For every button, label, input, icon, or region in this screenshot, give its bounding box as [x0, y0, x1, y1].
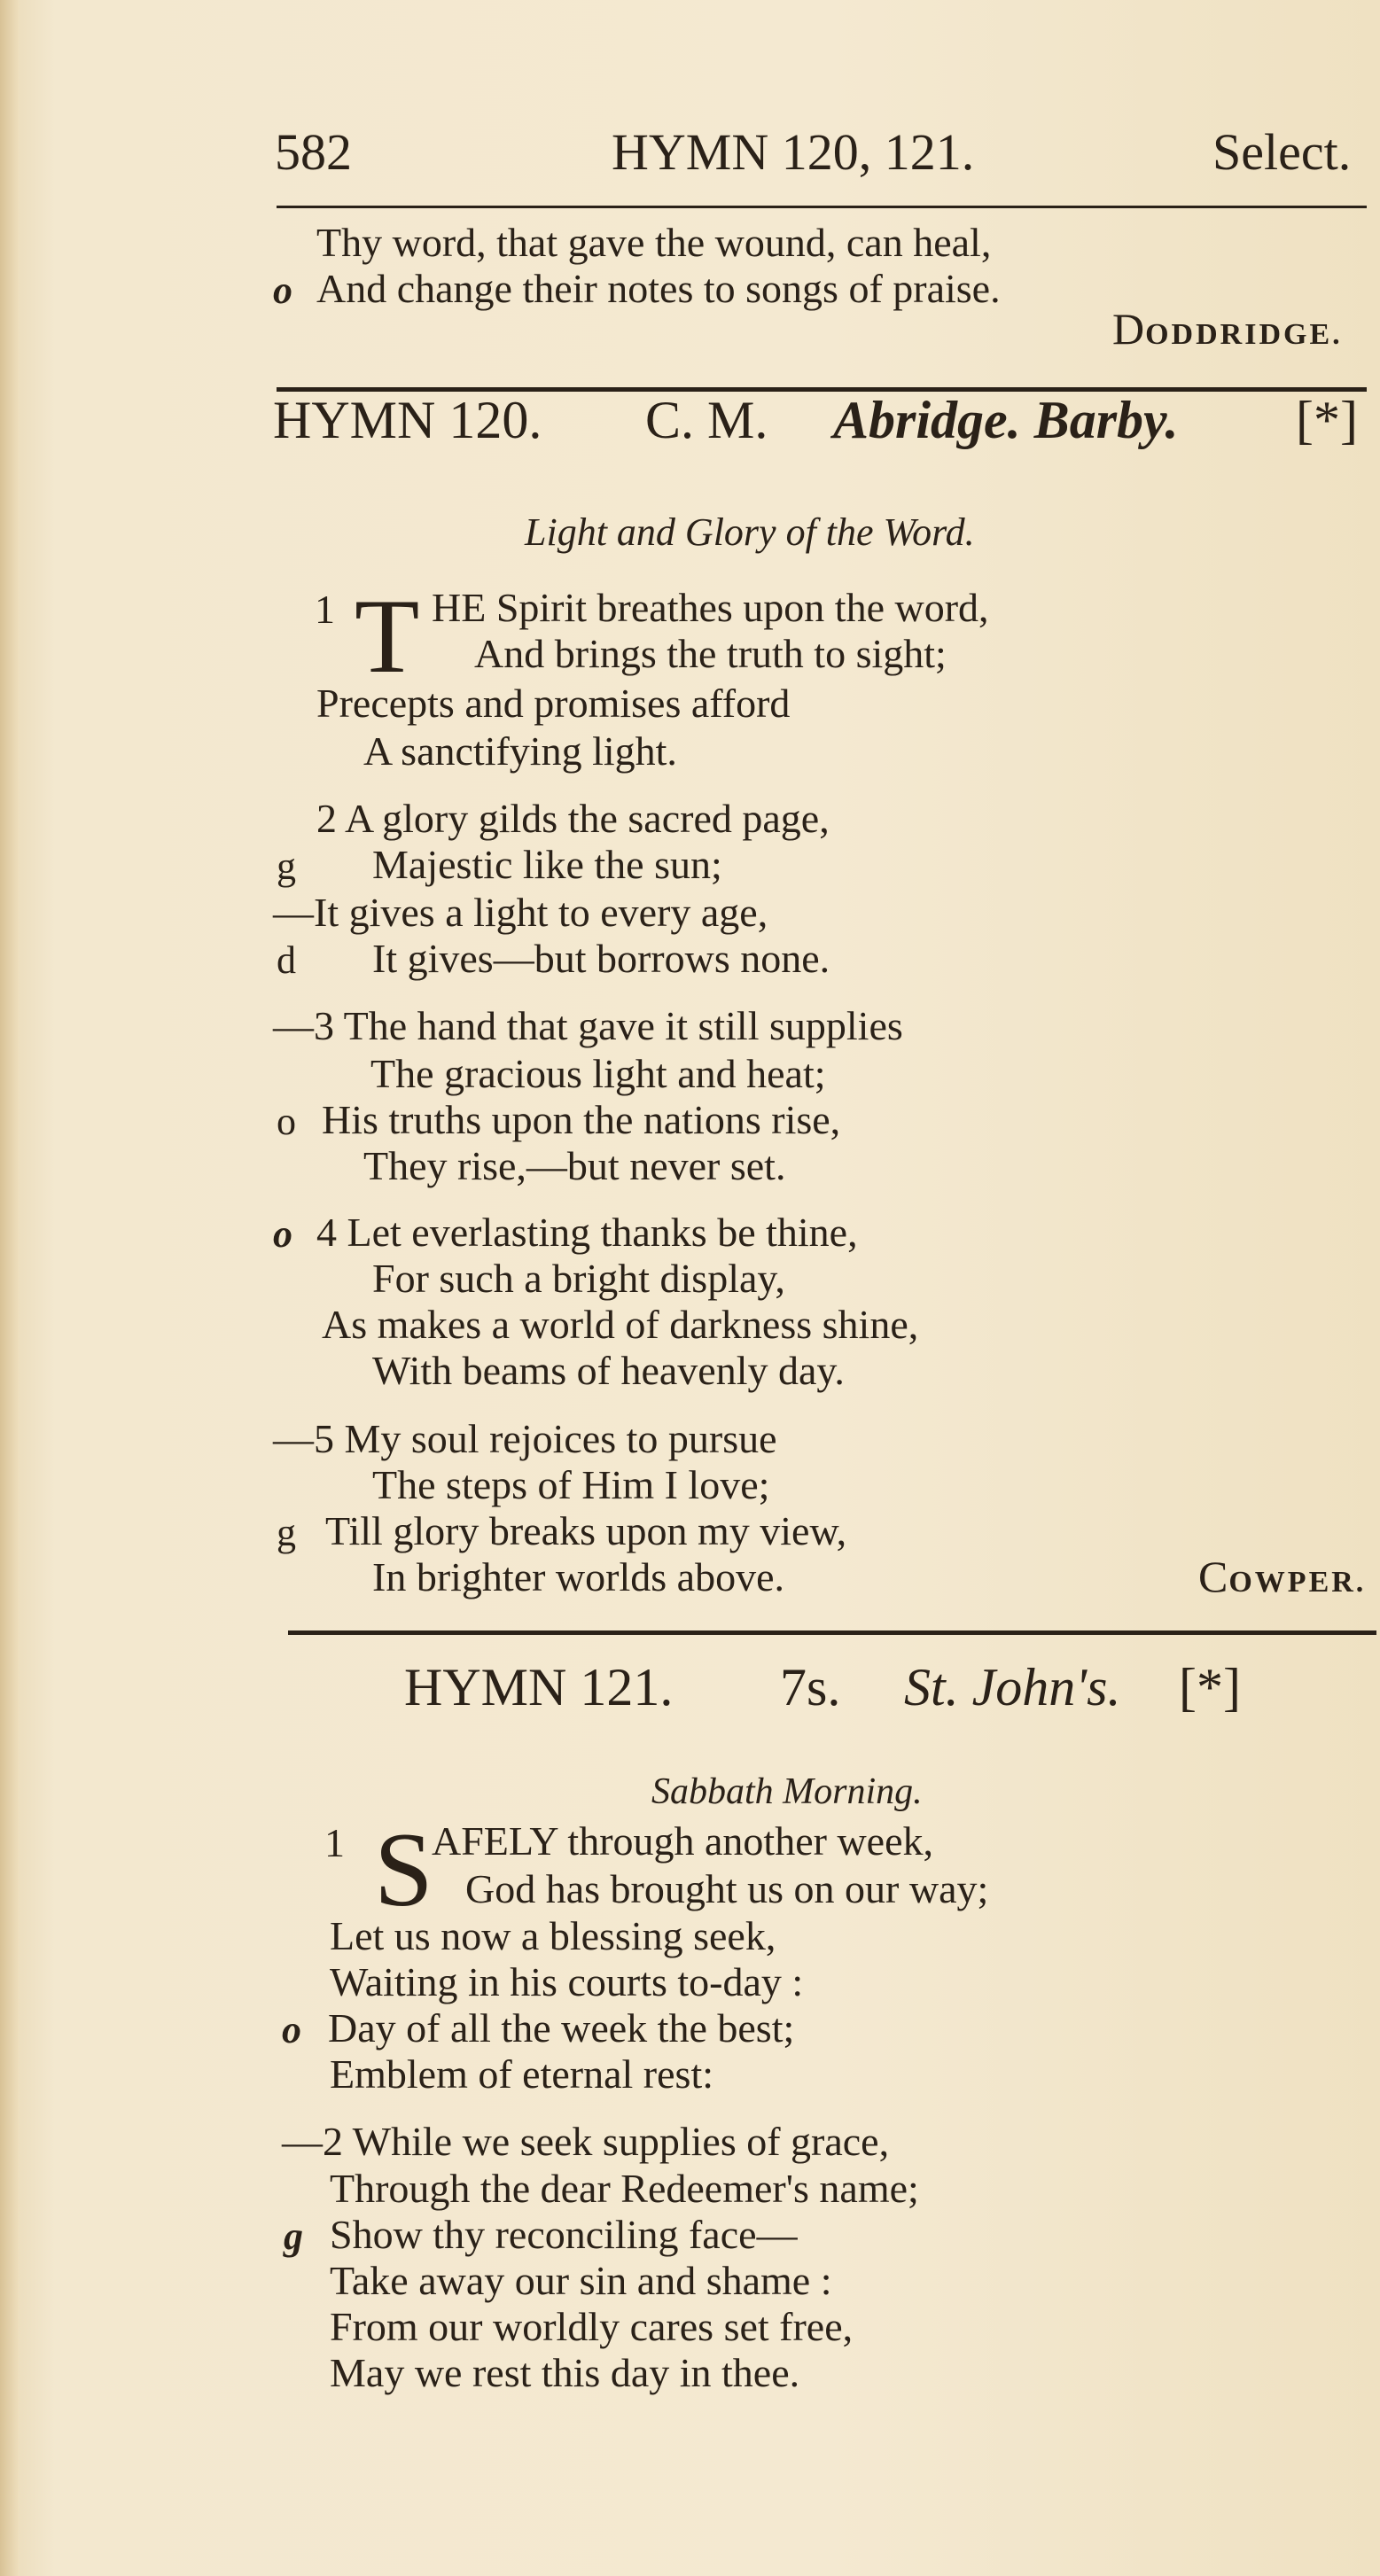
- hymn-120-subtitle: Light and Glory of the Word.: [525, 510, 975, 554]
- dynamic-mark: g: [284, 2214, 303, 2258]
- section-divider: [288, 1630, 1376, 1635]
- prev-hymn-line: And change their notes to songs of praise.: [316, 266, 1001, 311]
- hymn-120-number: HYMN 120.: [273, 391, 542, 449]
- hymn-121-flag: [*]: [1179, 1658, 1241, 1716]
- verse-line: For such a bright display,: [372, 1256, 785, 1301]
- verse-line: HE Spirit breathes upon the word,: [432, 585, 989, 630]
- verse-line: Day of all the week the best;: [328, 2005, 795, 2051]
- hymn-120-flag: [*]: [1296, 391, 1358, 449]
- verse-line: AFELY through another week,: [432, 1818, 933, 1864]
- verse-line: Precepts and promises afford: [316, 681, 791, 726]
- verse-line: Show thy reconciling face—: [330, 2212, 798, 2257]
- verse-line: God has brought us on our way;: [465, 1866, 989, 1911]
- drop-cap: T: [355, 577, 420, 695]
- dynamic-mark: g: [277, 1511, 296, 1554]
- verse-line: It gives—but borrows none.: [372, 936, 830, 981]
- dynamic-mark: o: [277, 1100, 296, 1143]
- verse-line: From our worldly cares set free,: [330, 2304, 854, 2349]
- hymn-120-meter: C. M.: [645, 391, 768, 449]
- page-edge-shadow: [0, 0, 19, 2576]
- hymn-121-number: HYMN 121.: [404, 1658, 674, 1716]
- verse-line: —2 While we seek supplies of grace,: [282, 2119, 890, 2164]
- hymn-120-tunes: Abridge. Barby.: [833, 391, 1179, 449]
- verse-line: His truths upon the nations rise,: [322, 1097, 841, 1142]
- verse-line: With beams of heavenly day.: [372, 1348, 845, 1393]
- verse-line: The gracious light and heat;: [370, 1051, 826, 1096]
- verse-line: They rise,—but never set.: [363, 1143, 786, 1188]
- running-title: HYMN 120, 121.: [612, 123, 975, 181]
- dynamic-mark: o: [273, 268, 292, 312]
- dynamic-mark: d: [277, 938, 296, 982]
- verse-line: As makes a world of darkness shine,: [322, 1302, 919, 1347]
- author-cowper: COWPER.: [1198, 1552, 1367, 1601]
- verse-line: Majestic like the sun;: [372, 842, 722, 887]
- header-rule: [277, 206, 1367, 208]
- verse-line: Waiting in his courts to-day :: [330, 1959, 804, 2004]
- dynamic-mark: o: [273, 1212, 292, 1256]
- verse-line: —It gives a light to every age,: [273, 890, 768, 935]
- hymn-121-subtitle: Sabbath Morning.: [651, 1771, 923, 1812]
- verse-line: —5 My soul rejoices to pursue: [273, 1416, 777, 1461]
- dynamic-mark: o: [282, 2008, 301, 2051]
- verse-line: 2 A glory gilds the sacred page,: [316, 796, 830, 841]
- section-label: Select.: [1212, 123, 1352, 181]
- verse-line: In brighter worlds above.: [372, 1554, 784, 1599]
- author-doddridge: DODDRIDGE.: [1112, 304, 1343, 354]
- verse-line: 4 Let everlasting thanks be thine,: [316, 1210, 858, 1255]
- verse-line: Take away our sin and shame :: [330, 2258, 832, 2303]
- hymn-121-meter: 7s.: [780, 1658, 841, 1716]
- verse-line: Emblem of eternal rest:: [330, 2051, 714, 2097]
- verse-number: 1: [315, 587, 335, 632]
- verse-line: Through the dear Redeemer's name;: [330, 2166, 919, 2211]
- verse-line: May we rest this day in thee.: [330, 2350, 800, 2395]
- verse-number: 1: [324, 1820, 345, 1865]
- verse-line: And brings the truth to sight;: [474, 631, 947, 676]
- verse-line: A sanctifying light.: [363, 728, 677, 774]
- prev-hymn-line: Thy word, that gave the wound, can heal,: [316, 220, 992, 265]
- dynamic-mark: g: [277, 844, 296, 888]
- hymn-121-tunes: St. John's.: [904, 1658, 1121, 1716]
- verse-line: —3 The hand that gave it still supplies: [273, 1003, 903, 1048]
- page-number: 582: [275, 123, 352, 181]
- verse-line: The steps of Him I love;: [372, 1462, 770, 1507]
- verse-line: Let us now a blessing seek,: [330, 1913, 776, 1958]
- drop-cap: S: [374, 1810, 433, 1928]
- verse-line: Till glory breaks upon my view,: [325, 1508, 847, 1553]
